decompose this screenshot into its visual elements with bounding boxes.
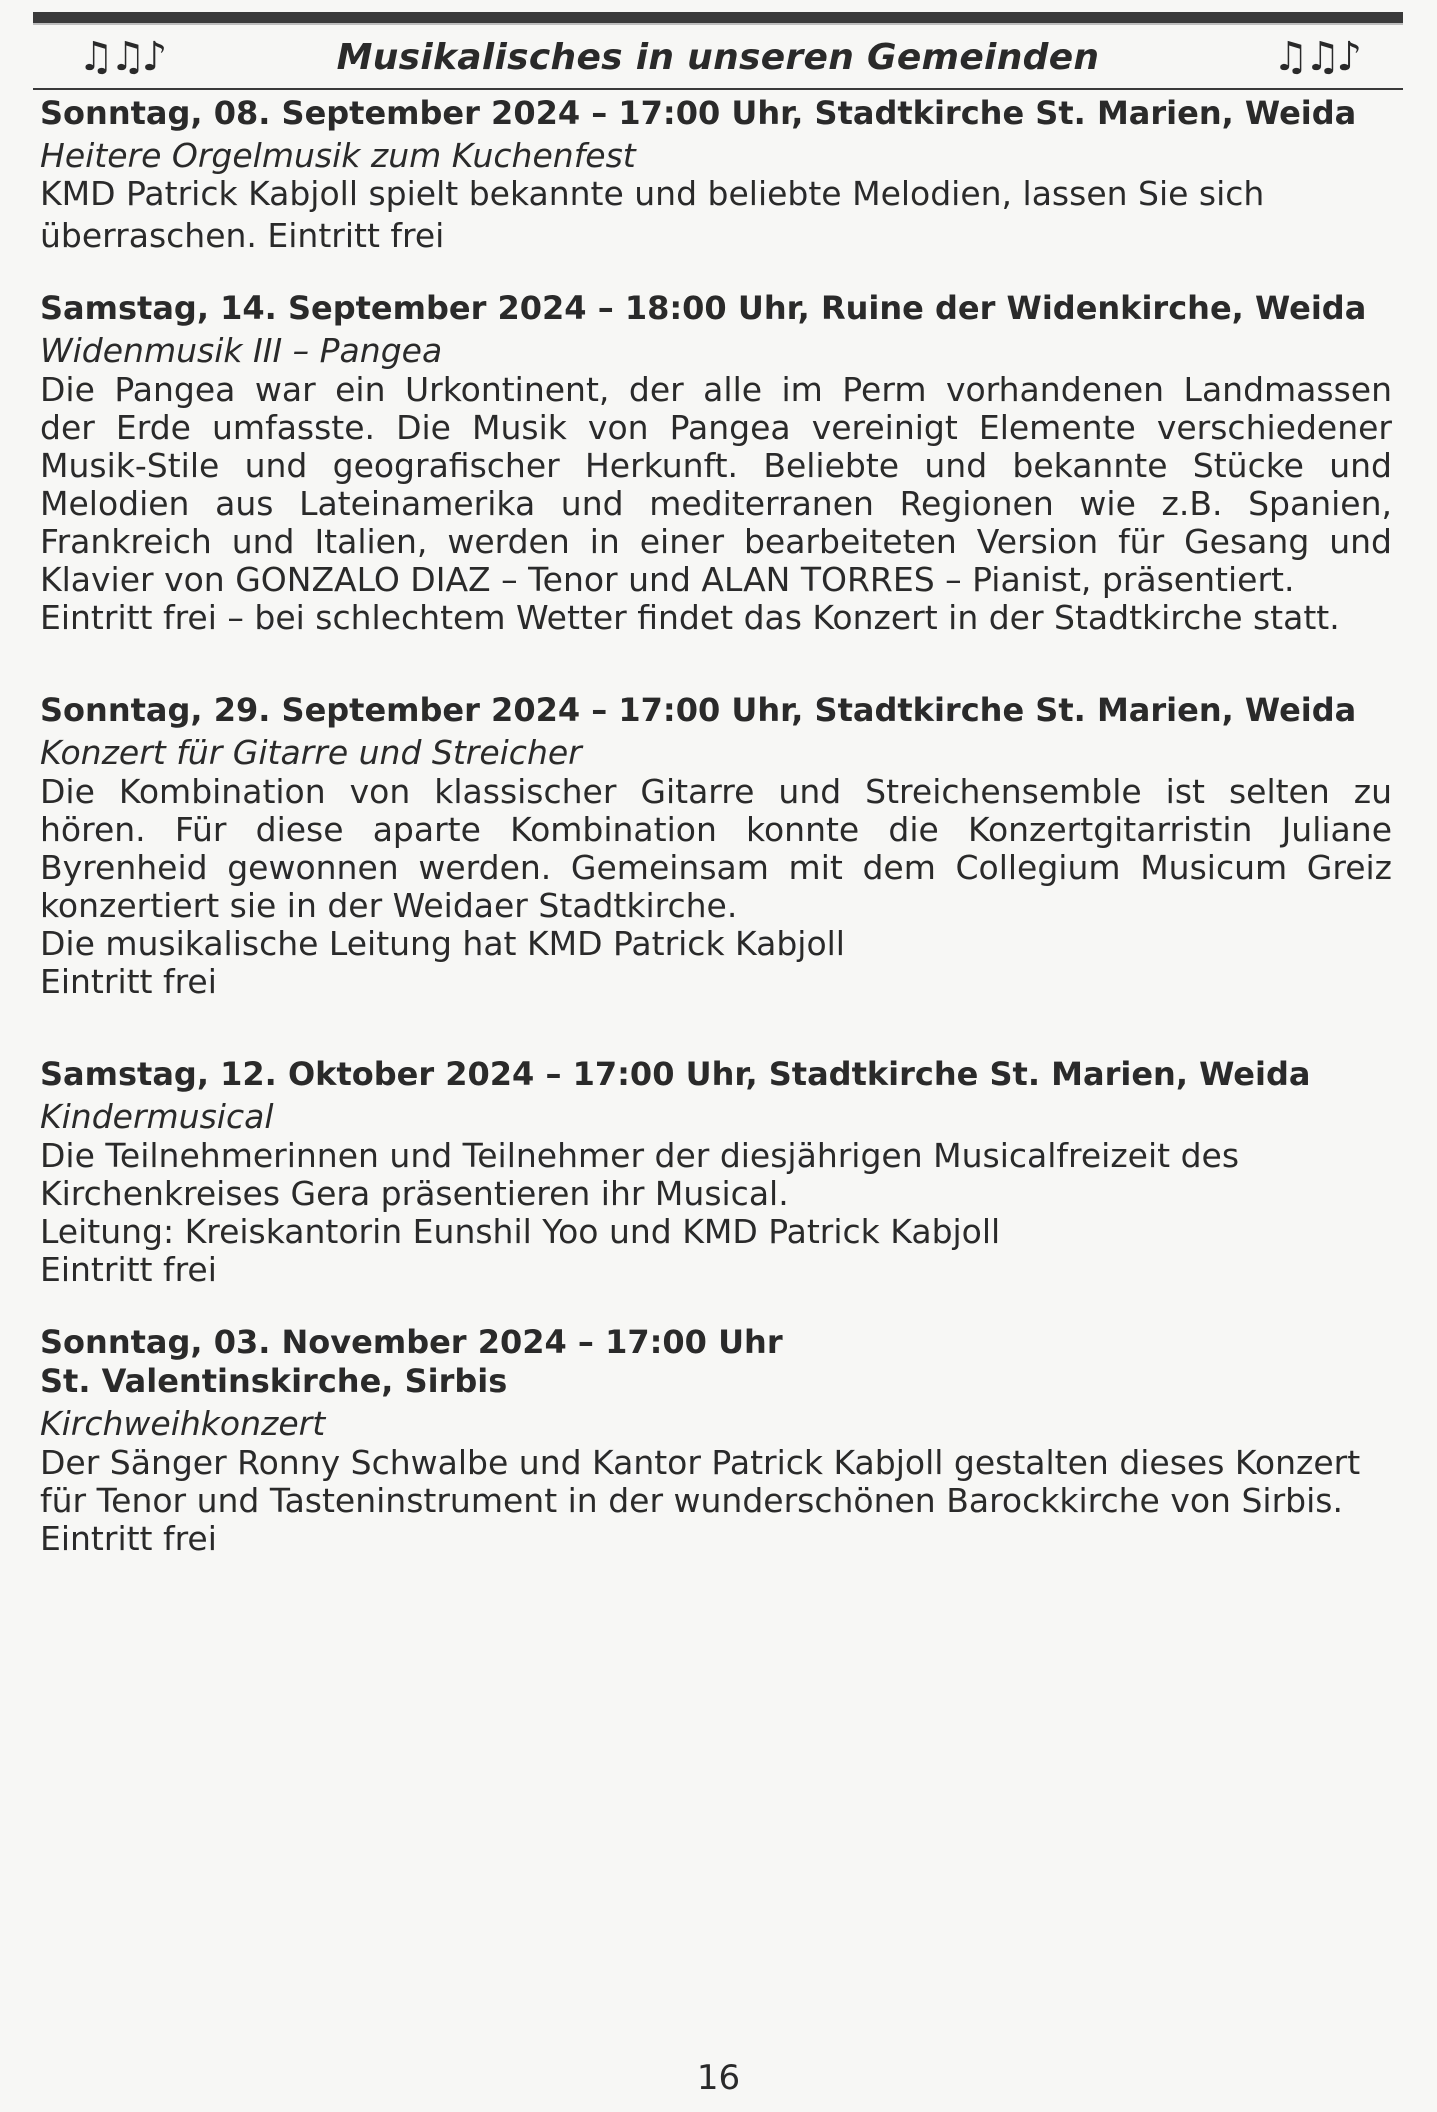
event-text-line: Frankreich und Italien, werden in einer bearbeiteten Version für Gesang und	[40, 522, 1392, 561]
event-text-line: überraschen. Eintritt frei	[40, 216, 445, 255]
event-headline: Sonntag, 08. September 2024 – 17:00 Uhr, Stadtkirche St. Marien, Weida	[40, 94, 1357, 132]
event-entry	[40, 88, 1392, 261]
event-headline: Sonntag, 03. November 2024 – 17:00 Uhr	[40, 1323, 783, 1361]
music-notes-icon: ♫♫♪	[1272, 34, 1358, 80]
event-list	[40, 94, 1392, 1564]
event-text-line: Die Teilnehmerinnen und Teilnehmer der diesjährigen Musicalfreizeit des	[40, 1136, 1240, 1175]
event-text-line: KMD Patrick Kabjoll spielt bekannte und beliebte Melodien, lassen Sie sich	[40, 174, 1265, 213]
event-text-line: Eintritt frei	[40, 1519, 217, 1558]
event-subtitle: Kindermusical	[40, 1097, 274, 1136]
event-text-line: Eintritt frei – bei schlechtem Wetter findet das Konzert in der Stadtkirche statt.	[40, 598, 1340, 637]
event-text-line: für Tenor und Tasteninstrument in der wunderschönen Barockkirche von Sirbis.	[40, 1481, 1343, 1520]
event-text-line: Kirchenkreises Gera präsentieren ihr Musical.	[40, 1174, 789, 1213]
event-text-line: Musik-Stile und geografischer Herkunft. Beliebte und bekannte Stücke und	[40, 446, 1392, 485]
event-text-line: hören. Für diese aparte Kombination konnte die Konzertgitarristin Juliane	[40, 810, 1392, 849]
event-subtitle: Konzert für Gitarre und Streicher	[40, 733, 582, 772]
event-headline: Sonntag, 29. September 2024 – 17:00 Uhr, Stadtkirche St. Marien, Weida	[40, 691, 1357, 729]
event-text-line: der Erde umfasste. Die Musik von Pangea vereinigt Elemente verschiedener	[40, 408, 1392, 447]
event-text-line: Byrenheid gewonnen werden. Gemeinsam mit dem Collegium Musicum Greiz	[40, 848, 1392, 887]
event-text-line: Melodien aus Lateinamerika und mediterranen Regionen wie z.B. Spanien,	[40, 484, 1392, 523]
section-title: Musikalisches in unseren Gemeinden	[336, 36, 1100, 78]
event-entry	[40, 283, 1392, 643]
top-rule	[33, 12, 1403, 25]
event-entry	[40, 1317, 1392, 1564]
event-subtitle: Kirchweihkonzert	[40, 1404, 326, 1443]
event-text-line: Leitung: Kreiskantorin Eunshil Yoo und KMD Patrick Kabjoll	[40, 1212, 1001, 1251]
event-headline: Samstag, 12. Oktober 2024 – 17:00 Uhr, Stadtkirche St. Marien, Weida	[40, 1055, 1311, 1093]
event-subtitle: Heitere Orgelmusik zum Kuchenfest	[40, 136, 636, 175]
event-text-line: Die musikalische Leitung hat KMD Patrick Kabjoll	[40, 924, 845, 963]
event-text-line: Eintritt frei	[40, 1250, 217, 1289]
event-headline: Samstag, 14. September 2024 – 18:00 Uhr, Ruine der Widenkirche, Weida	[40, 289, 1367, 327]
event-text-line: Klavier von GONZALO DIAZ – Tenor und ALAN TORRES – Pianist, präsentiert.	[40, 560, 1295, 599]
event-text-line: Eintritt frei	[40, 962, 217, 1001]
event-entry	[40, 1049, 1392, 1295]
event-text-line: Die Pangea war ein Urkontinent, der alle im Perm vorhandenen Landmassen	[40, 370, 1392, 409]
page-number: 16	[696, 2058, 741, 2098]
event-text-line: Die Kombination von klassischer Gitarre und Streichensemble ist selten zu	[40, 772, 1392, 811]
event-entry	[40, 685, 1392, 1007]
event-subtitle: Widenmusik III – Pangea	[40, 331, 443, 370]
section-header	[33, 28, 1403, 86]
event-text-line: Der Sänger Ronny Schwalbe und Kantor Patrick Kabjoll gestalten dieses Konzert	[40, 1443, 1361, 1482]
event-venue: St. Valentinskirche, Sirbis	[40, 1362, 508, 1400]
event-text-line: konzertiert sie in der Weidaer Stadtkirche.	[40, 886, 738, 925]
music-notes-icon: ♫♫♪	[78, 34, 164, 80]
